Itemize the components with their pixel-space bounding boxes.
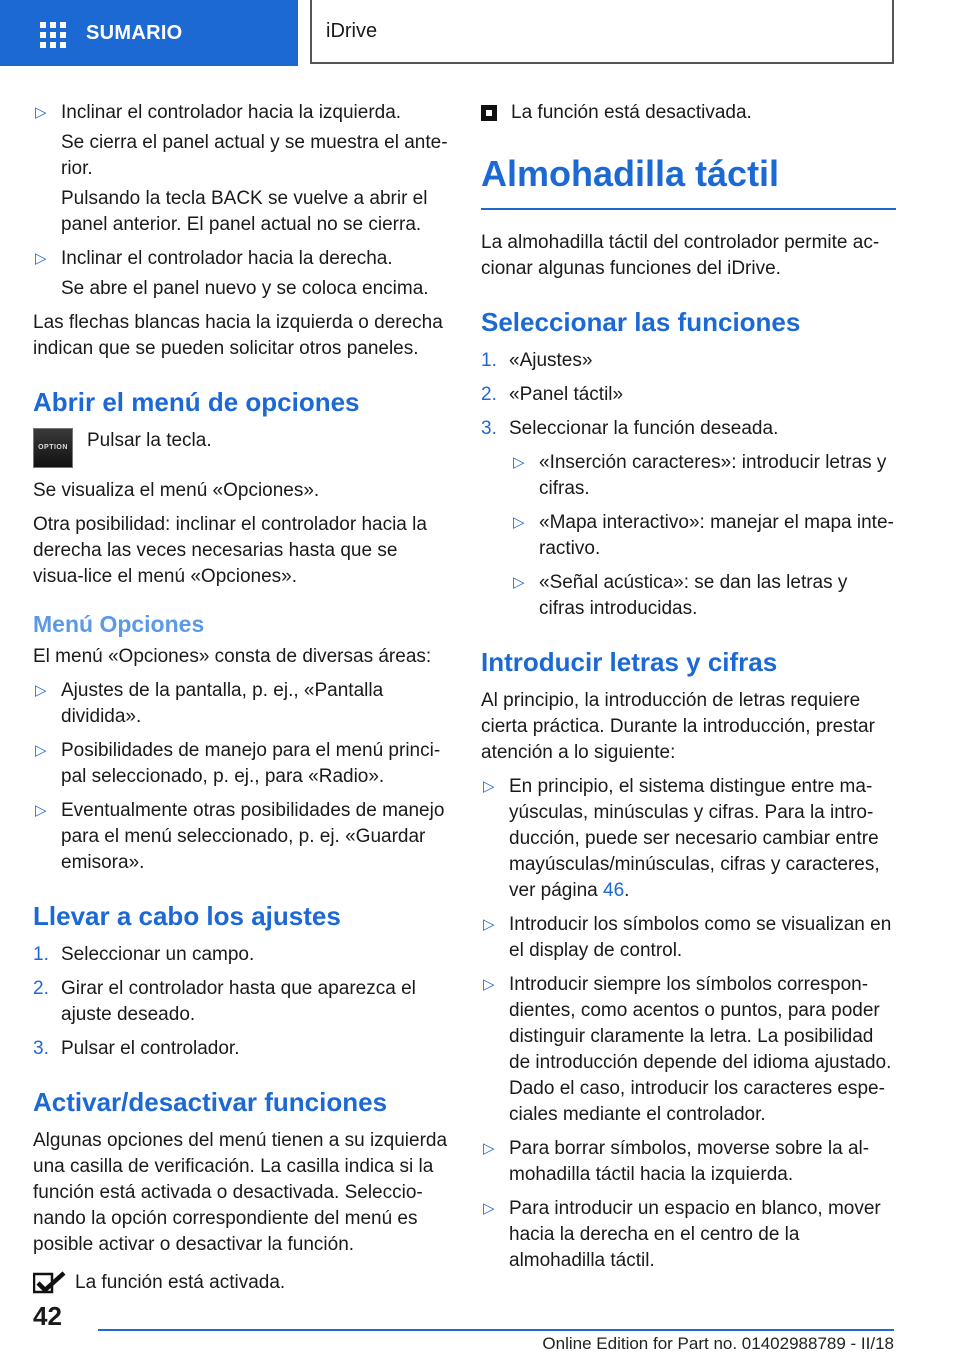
legend-text: La función está activada. (75, 1272, 286, 1293)
bullet-text-body: En principio, el sistema distingue entre ma-yúsculas, minúsculas y cifras. Para la intro-ducción, puede ser necesario cambiar entre mayúsculas/minúsculas, cifras y caracteres, ver página (509, 776, 880, 901)
list-item (33, 738, 448, 790)
bullet-subtext: Se cierra el panel actual y se muestra el ante-rior. (61, 132, 448, 179)
list-item (33, 798, 448, 876)
section-tab-idrive[interactable] (310, 0, 894, 64)
step-number: 3. (33, 1038, 49, 1059)
bullet-text: Inclinar el controlador hacia la derecha. (61, 248, 393, 269)
triangle-right-icon: ▷ (483, 1140, 495, 1157)
numbered-item (33, 976, 448, 1028)
triangle-right-icon: ▷ (35, 682, 47, 699)
triangle-right-icon: ▷ (483, 916, 495, 933)
right-column (481, 100, 896, 1282)
step-number: 2. (33, 978, 49, 999)
bullet-text: Introducir los símbolos como se visualizan en el display de control. (509, 914, 892, 961)
triangle-right-icon: ▷ (513, 574, 525, 591)
heading-toggle-functions: Activar/desactivar funciones (33, 1087, 388, 1117)
bullet-text: En principio, el sistema distingue entre ma-yúsculas, minúsculas y cifras. Para la intro-ducción, puede ser necesario cambiar entre mayúsculas/minúsculas, cifras y caracteres, ver página 46. (509, 776, 880, 901)
heading-enter-characters: Introducir letras y cifras (481, 647, 778, 677)
bullet-text: Eventualmente otras posibilidades de manejo para el menú seleccionado, p. ej. «Guardar emisora». (61, 800, 445, 873)
paragraph: Se visualiza el menú «Opciones». (33, 480, 320, 501)
list-item (511, 450, 896, 502)
heading-touchpad: Almohadilla táctil (481, 152, 896, 210)
page-number: 42 (33, 1301, 62, 1331)
step-number: 2. (481, 384, 497, 405)
sumario-button[interactable] (0, 0, 298, 66)
option-instruction (33, 428, 448, 468)
step-number: 1. (481, 350, 497, 371)
page-link[interactable]: 46 (603, 880, 625, 901)
numbered-item (33, 1036, 448, 1062)
bullet-text: «Inserción caracteres»: introducir letras y cifras. (539, 452, 887, 499)
heading-settings: Llevar a cabo los ajustes (33, 901, 341, 931)
numbered-item (481, 382, 896, 408)
paragraph: Las flechas blancas hacia la izquierda o derecha indican que se pueden solicitar otros paneles. (33, 312, 443, 359)
paragraph: Al principio, la introducción de letras requiere cierta práctica. Durante la introducción, prestar atención a lo siguiente: (481, 690, 875, 763)
step-number: 3. (481, 418, 497, 439)
bullet-subtext: Se abre el panel nuevo y se coloca encima. (61, 278, 429, 299)
heading-select-functions: Seleccionar las funciones (481, 307, 801, 337)
paragraph: El menú «Opciones» consta de diversas áreas: (33, 646, 432, 667)
numbered-item (33, 942, 448, 968)
bullet-text: «Señal acústica»: se dan las letras y cifras introducidas. (539, 572, 848, 619)
triangle-right-icon: ▷ (35, 742, 47, 759)
bullet-text: Para borrar símbolos, moverse sobre la al-mohadilla táctil hacia la izquierda. (509, 1138, 870, 1185)
list-item (481, 774, 896, 904)
step-text: Girar el controlador hasta que aparezca el ajuste deseado. (61, 978, 416, 1025)
heading-open-options: Abrir el menú de opciones (33, 387, 360, 417)
numbered-item (481, 416, 896, 442)
step-number: 1. (33, 944, 49, 965)
step-text: «Panel táctil» (509, 384, 624, 405)
list-item (511, 510, 896, 562)
bullet-text: Introducir siempre los símbolos correspon-dientes, como acentos o puntos, para poder distinguir claramente la letra. La posibilidad de introducción depende del idioma ajustado. Dado el caso, introducir los caracteres espe-ciales mediante el controlador. (509, 974, 892, 1125)
instruction-text: Pulsar la tecla. (87, 430, 212, 451)
sumario-label: SUMARIO (86, 21, 183, 44)
deactivated-legend (481, 100, 896, 126)
bullet-text: Posibilidades de manejo para el menú princi-pal seleccionado, p. ej., para «Radio». (61, 740, 441, 787)
square-icon (481, 105, 497, 121)
legend-text: La función está desactivada. (511, 102, 752, 123)
triangle-right-icon: ▷ (35, 250, 47, 267)
bullet-text: Inclinar el controlador hacia la izquierda. (61, 102, 402, 123)
list-item (481, 1196, 896, 1274)
triangle-right-icon: ▷ (483, 976, 495, 993)
option-key-icon: OPTION (33, 428, 73, 468)
triangle-right-icon: ▷ (483, 778, 495, 795)
triangle-right-icon: ▷ (35, 104, 47, 121)
triangle-right-icon: ▷ (513, 514, 525, 531)
edition-text: Online Edition for Part no. 01402988789 - II/18 (542, 1334, 894, 1353)
footer-divider (98, 1329, 894, 1331)
step-text: Seleccionar la función deseada. (509, 418, 779, 439)
triangle-right-icon: ▷ (35, 802, 47, 819)
list-item (481, 1136, 896, 1188)
list-item (33, 678, 448, 730)
left-column (33, 100, 448, 1296)
list-item (481, 912, 896, 964)
step-text: Pulsar el controlador. (61, 1038, 240, 1059)
list-item (511, 570, 896, 622)
bullet-subtext: Pulsando la tecla BACK se vuelve a abrir el panel anterior. El panel actual no se cierra. (61, 188, 428, 235)
paragraph: La almohadilla táctil del controlador permite ac-cionar algunas funciones del iDrive. (481, 232, 880, 279)
list-item (33, 100, 448, 238)
triangle-right-icon: ▷ (483, 1200, 495, 1217)
activated-legend (33, 1270, 448, 1296)
numbered-item (481, 348, 896, 374)
paragraph: Otra posibilidad: inclinar el controlador hacia la derecha las veces necesarias hasta que se visua-lice el menú «Opciones». (33, 514, 427, 587)
list-item (481, 972, 896, 1128)
grid-icon (40, 22, 66, 44)
section-label: iDrive (326, 19, 378, 42)
step-text: «Ajustes» (509, 350, 593, 371)
top-navigation (0, 0, 960, 66)
paragraph: Algunas opciones del menú tienen a su izquierda una casilla de verificación. La casilla indica si la función está activada o desactivada. Seleccio-nando la opción correspondiente del menú es posible activar o desactivar la función. (33, 1130, 448, 1255)
list-item (33, 246, 448, 302)
heading-options-menu: Menú Opciones (33, 611, 205, 637)
checkmark-icon (33, 1271, 67, 1295)
triangle-right-icon: ▷ (513, 454, 525, 471)
step-text: Seleccionar un campo. (61, 944, 255, 965)
bullet-text: Para introducir un espacio en blanco, mover hacia la derecha en el centro de la almohadilla táctil. (509, 1198, 881, 1271)
bullet-text: Ajustes de la pantalla, p. ej., «Pantalla dividida». (61, 680, 384, 727)
bullet-text: «Mapa interactivo»: manejar el mapa inte-ractivo. (539, 512, 894, 559)
